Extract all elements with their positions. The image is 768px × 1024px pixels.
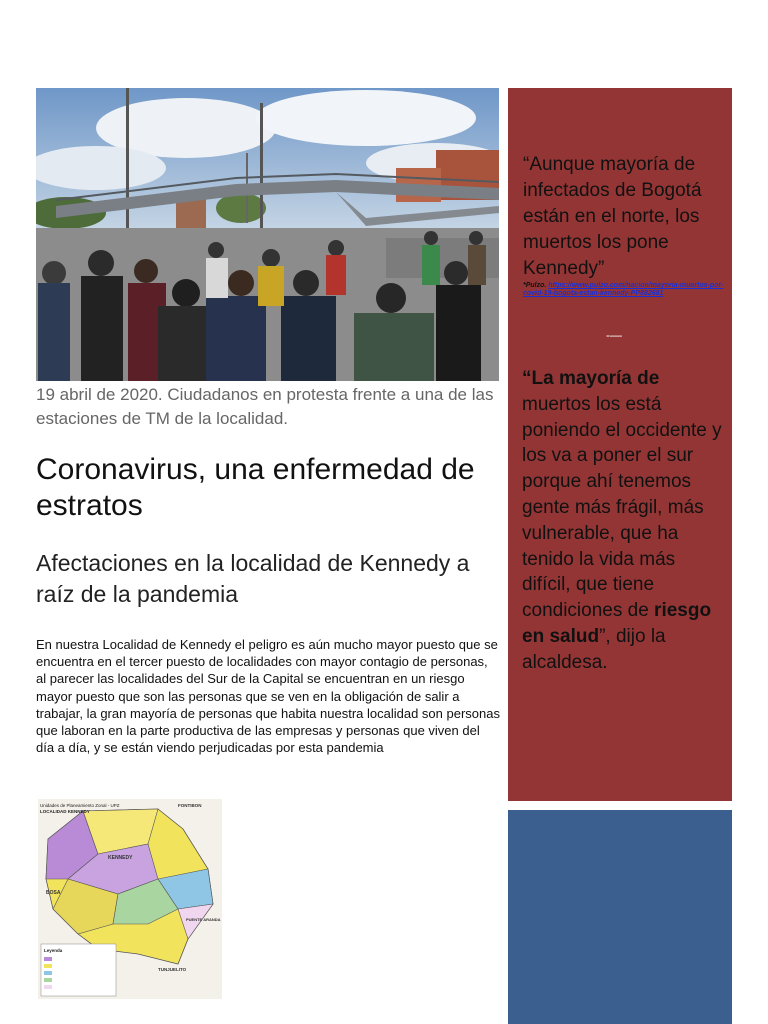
sidebar-source [523,282,728,298]
quote2-close: ”, dijo la alcaldesa. [522,625,666,673]
map-label-bosa: BOSA [46,890,61,896]
protest-photo [36,88,499,381]
quote2-open: “La mayoría de [522,368,660,389]
source-label: *Pulzo. [523,282,547,289]
photo-caption: 19 abril de 2020. Ciudadanos en protesta frente a una de las estaciones de TM de la localidad. [36,385,494,428]
map-heading-1: Unidades de Planeamiento Zonal - UPZ [40,803,120,808]
map-legend-title: Leyenda [44,948,63,953]
protest-photo-illustration [36,88,499,381]
sidebar-quote-1: “Aunque mayoría de infectados de Bogotá están en el norte, los muertos los pone Kennedy” [523,154,702,279]
sidebar-quote-2 [522,366,727,676]
map-label-puente-aranda: PUENTE ARANDA [186,917,221,922]
kennedy-map-illustration [38,799,222,999]
article-body: En nuestra Localidad de Kennedy el peligro es aún mucho mayor puesto que se encuentra en el tercer puesto de localidades con mayor contagio de personas, al parecer las localidades del Sur de la Capital se encuentran en un riesgo mayor puesto que son las personas que se ven en la obligación de salir a trabajar, la gran mayoría de personas que habita nuestra localidad son personas que laboran en la parte productiva de las empresas y personas que viven del día a día, y se están viendo perjudicadas por esta pandemia [36,637,500,756]
kennedy-upz-map [38,799,222,999]
map-label-kennedy: KENNEDY [108,855,133,861]
sidebar-divider: -— [606,328,622,342]
map-label-tunjuelito: TUNJUELITO [158,967,187,972]
sidebar-blue-panel [508,810,732,1024]
map-heading-2: LOCALIDAD KENNEDY [40,809,90,814]
quote2-emphasis: riesgo en salud [522,600,712,647]
quote2-middle: muertos los está poniendo el occidente y los va a poner el sur porque ahí tenemos gente más frágil, más vulnerable, que ha tenido la vida más difícil, que tiene condiciones de [522,393,722,622]
article-subtitle: Afectaciones en la localidad de Kennedy a raíz de la pandemia [36,550,470,607]
map-label-fontibon: FONTIBON [178,803,202,808]
source-link[interactable]: https://www.pulzo.com/nacion/mayoria-muertos-por-covid-19-bogota-estan-kennedy-PP882681 [523,282,724,297]
article-title: Coronavirus, una enfermedad de estratos [36,453,475,522]
